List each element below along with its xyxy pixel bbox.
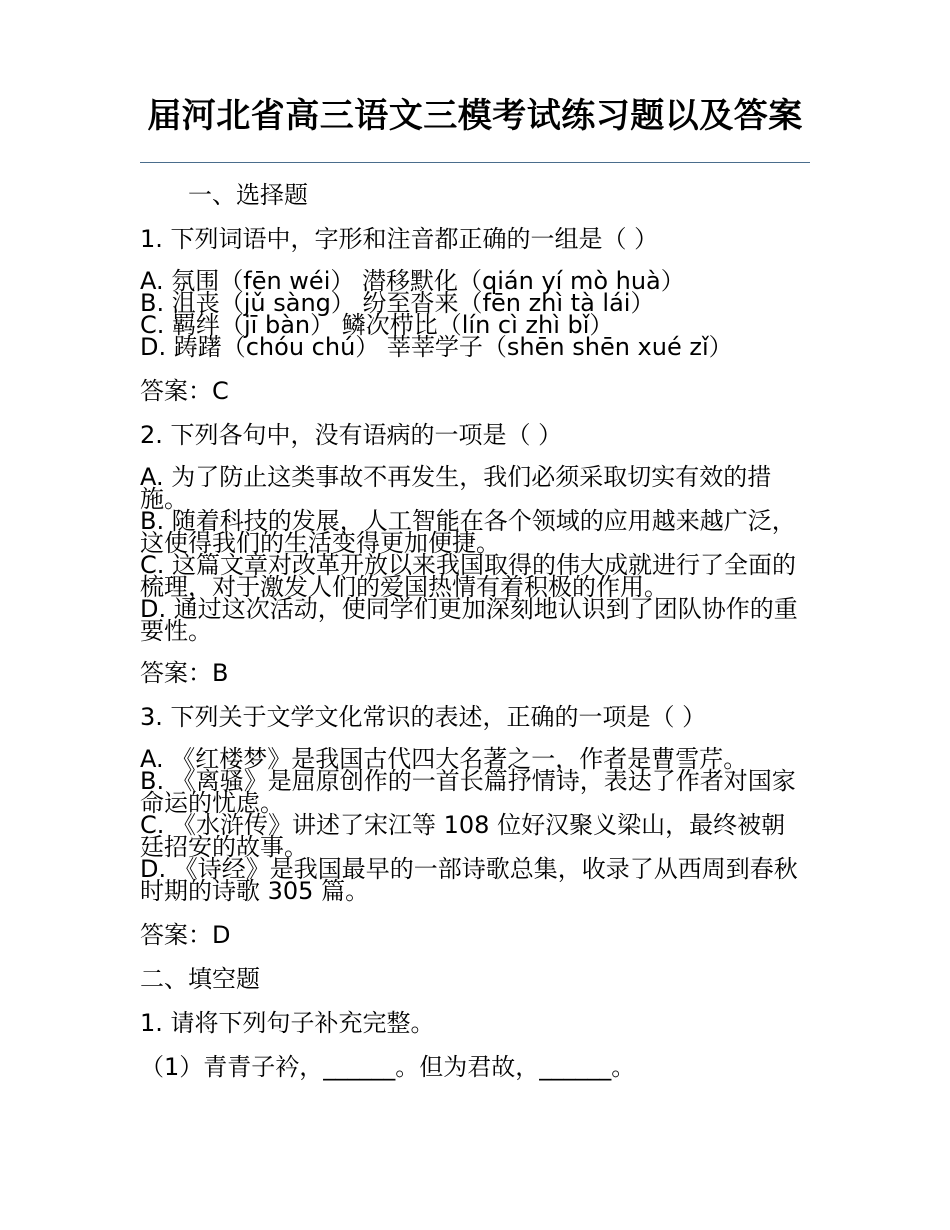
fill-question-1-item-1: （1）青青子衿，______。但为君故，______。 — [140, 1053, 636, 1081]
question-3-answer: 答案：D — [140, 921, 231, 949]
question-1-answer: 答案：C — [140, 377, 229, 405]
question-2-option-d: D. 通过这次活动，使同学们更加深刻地认识到了团队协作的重要性。 — [140, 595, 798, 645]
question-1-option-d: D. 踌躇（chóu chú） 莘莘学子（shēn shēn xué zǐ） — [140, 333, 733, 361]
question-2-option-b: B. 随着科技的发展，人工智能在各个领域的应用越来越广泛，这使得我们的生活变得更加便捷。 — [140, 507, 796, 557]
question-3-option-d: D. 《诗经》是我国最早的一部诗歌总集，收录了从西周到春秋时期的诗歌 305 篇。 — [140, 855, 798, 905]
question-2-answer: 答案：B — [140, 659, 229, 687]
question-2-option-a: A. 为了防止这类事故不再发生，我们必须采取切实有效的措施。 — [140, 463, 772, 513]
question-3-option-a: A. 《红楼梦》是我国古代四大名著之一，作者是曹雪芹。 — [140, 745, 748, 773]
question-3-option-b: B. 《离骚》是屈原创作的一首长篇抒情诗，表达了作者对国家命运的忧虑。 — [140, 767, 796, 817]
question-1-option-b: B. 沮丧（jǔ sàng） 纷至沓来（fēn zhì tà lái） — [140, 289, 655, 317]
question-1-option-a: A. 氛围（fēn wéi） 潜移默化（qián yí mò huà） — [140, 267, 685, 295]
section-heading-choice: 一、选择题 — [188, 181, 308, 209]
question-2-option-c: C. 这篇文章对改革开放以来我国取得的伟大成就进行了全面的梳理，对于激发人们的爱国热情有着积极的作用。 — [140, 551, 797, 601]
question-3-stem: 3. 下列关于文学文化常识的表述，正确的一项是（ ） — [140, 703, 707, 731]
title-divider — [140, 162, 810, 163]
fill-question-1-stem: 1. 请将下列句子补充完整。 — [140, 1009, 435, 1037]
document-title: 届河北省高三语文三模考试练习题以及答案 — [147, 96, 803, 136]
section-heading-fill: 二、填空题 — [140, 965, 260, 993]
question-1-stem: 1. 下列词语中，字形和注音都正确的一组是（ ） — [140, 225, 659, 253]
question-3-option-c: C. 《水浒传》讲述了宋江等 108 位好汉聚义梁山，最终被朝廷招安的故事。 — [140, 811, 786, 861]
question-1-option-c: C. 羁绊（jī bàn） 鳞次栉比（lín cì zhì bǐ） — [140, 311, 614, 339]
question-2-stem: 2. 下列各句中，没有语病的一项是（ ） — [140, 421, 563, 449]
